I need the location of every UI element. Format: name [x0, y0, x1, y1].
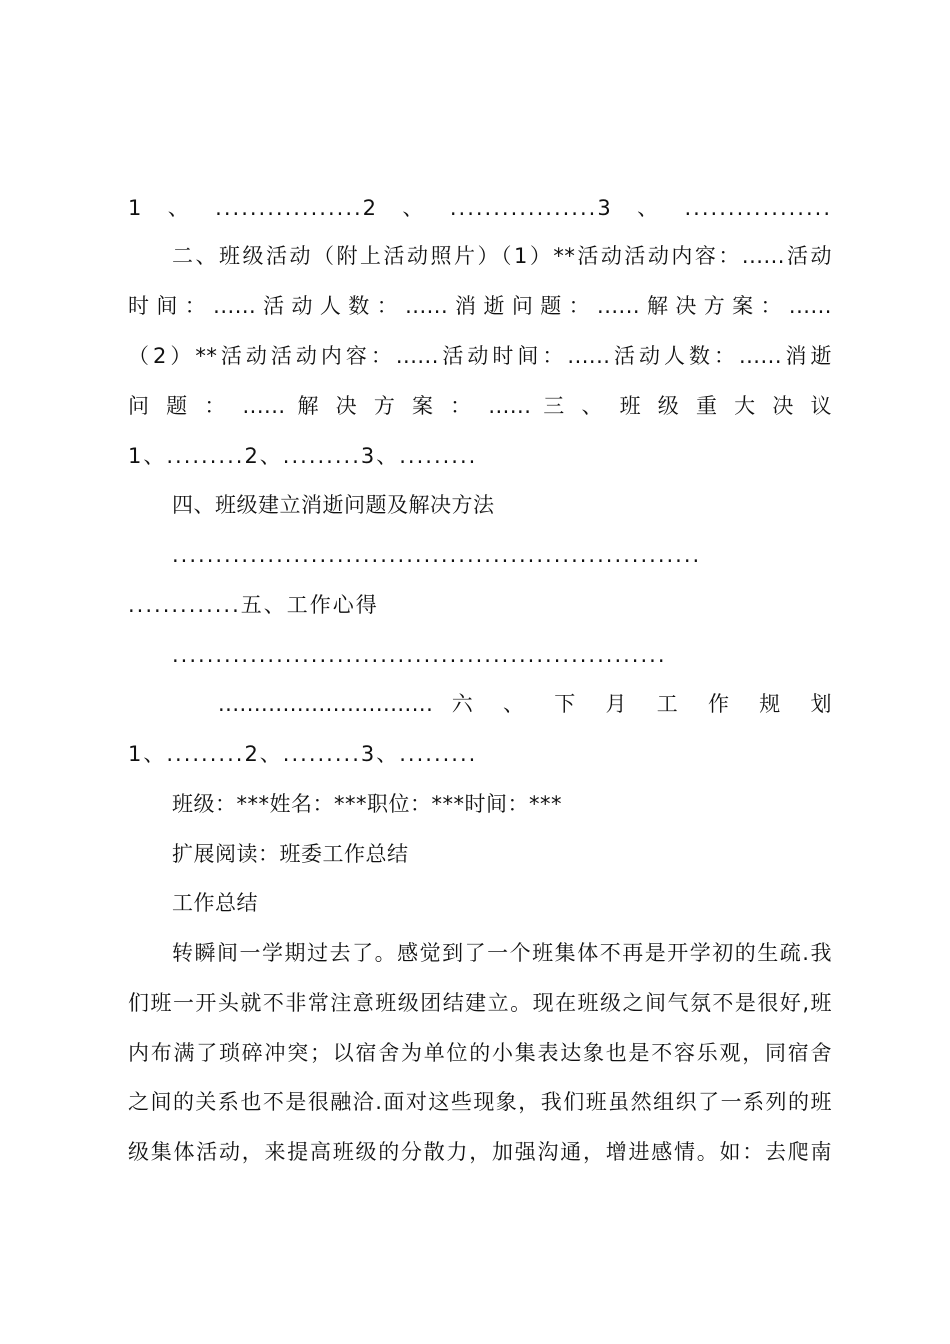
- work-summary-title: 工作总结: [172, 891, 258, 915]
- resolutions-list-line: 1、.........2、.........3、.........: [128, 444, 478, 468]
- section-5-blank-line: .........................................................: [172, 643, 667, 667]
- section-2-heading: 二、班级活动（附上活动照片）（1）**活动活动内容：......活动: [172, 244, 832, 268]
- body-paragraph-line: 内布满了琐碎冲突；以宿舍为单位的小集表达象也是不容乐观，同宿舍: [128, 1041, 832, 1065]
- section-6-heading-line: .............................. 六 、 下 月 工 作 规 划: [218, 692, 832, 716]
- report-list-line: 1、.................2、.................3、.................: [128, 196, 832, 220]
- section-5-heading-line: .............五、工作心得: [128, 593, 379, 617]
- body-paragraph-line: 们班一开头就不非常注意班级团结建立。现在班级之间气氛不是很好,班: [128, 991, 832, 1015]
- body-paragraph-line: 级集体活动，来提高班级的分散力，加强沟通，增进感情。如：去爬南: [128, 1140, 832, 1164]
- body-paragraph-line: 转瞬间一学期过去了。感觉到了一个班集体不再是开学初的生疏.我: [172, 941, 832, 965]
- body-paragraph-line: 之间的关系也不是很融洽.面对这些现象，我们班虽然组织了一系列的班: [128, 1090, 832, 1114]
- activity-1-details: 时间：......活动人数：......消逝问题：......解决方案：......: [128, 294, 832, 318]
- section-3-heading-line: 问 题 ： ...... 解 决 方 案 ： ...... 三 、 班 级 重 大 决 议: [128, 394, 832, 418]
- signature-line: 班级：***姓名：***职位：***时间：***: [172, 792, 562, 816]
- activity-2-details: （2）**活动活动内容：......活动时间：......活动人数：......消逝: [128, 344, 832, 368]
- section-4-blank-line: .............................................................: [172, 543, 702, 567]
- plan-list-line: 1、.........2、.........3、.........: [128, 742, 478, 766]
- extended-reading-title: 扩展阅读：班委工作总结: [172, 842, 409, 866]
- section-4-heading: 四、班级建立消逝问题及解决方法: [172, 493, 495, 517]
